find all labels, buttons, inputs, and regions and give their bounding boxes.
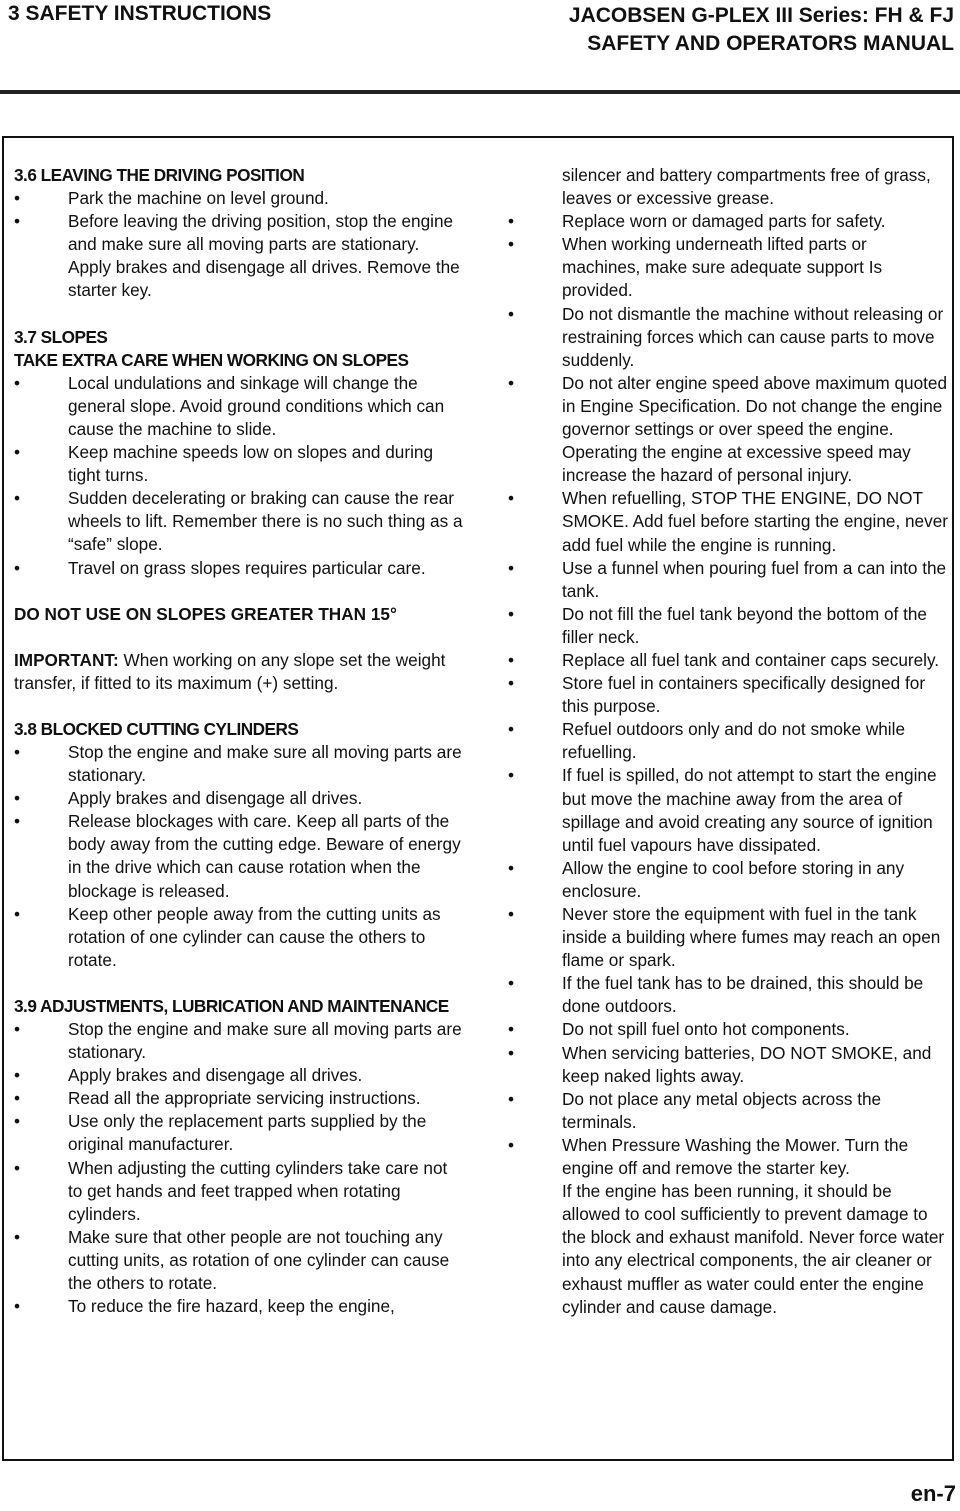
bullet: • (508, 719, 515, 740)
list-item: • If the fuel tank has to be drained, this should be done outdoors. (508, 973, 924, 1017)
pressure-washing-note: If the engine has been running, it should be allowed to cool sufficiently to prevent damage to the block and exhaust manifold. Never force water into any electrical components, the air cleaner or exhaust muffler as water could enter the engine cylinder and cause damage. (562, 1181, 945, 1317)
bullet: • (508, 211, 515, 232)
heading-3-7: 3.7 SLOPES (14, 326, 108, 347)
bullet: • (14, 1296, 21, 1317)
manual-title-line1: JACOBSEN G-PLEX III Series: FH & FJ (568, 4, 954, 27)
list-item: • Apply brakes and disengage all drives. (14, 1064, 464, 1087)
bullet: • (508, 765, 515, 786)
bullet: • (14, 741, 21, 762)
bullet: • (14, 488, 21, 509)
heading-3-8: 3.8 BLOCKED CUTTING CYLINDERS (14, 718, 299, 739)
bullet: • (14, 1226, 21, 1247)
list-item: • When working underneath lifted parts or machines, make sure adequate support Is provided. (508, 234, 883, 301)
header-rule (0, 90, 960, 94)
bullet: • (508, 234, 515, 255)
list-item: • Keep other people away from the cutting units as rotation of one cylinder can cause the others to rotate. (14, 903, 441, 970)
heading-3-6: 3.6 LEAVING THE DRIVING POSITION (14, 165, 305, 185)
list-item: • Keep machine speeds low on slopes and during tight turns. (14, 442, 433, 486)
list-item: • Stop the engine and make sure all moving parts are stationary. (14, 1019, 462, 1063)
subheading-slopes: TAKE EXTRA CARE WHEN WORKING ON SLOPES (14, 349, 409, 370)
list-item: • Park the machine on level ground. (14, 187, 464, 210)
continued-text: silencer and battery compartments free of grass, leaves or excessive grease. (562, 165, 931, 209)
list-item: • Do not dismantle the machine without releasing or restraining forces which can cause parts to move suddenly. (508, 303, 944, 370)
bullet: • (14, 1111, 21, 1132)
list-item: • If fuel is spilled, do not attempt to start the engine but move the machine away from the area of spillage and avoid creating any source of ignition until fuel vapours have dissipated. (508, 765, 937, 855)
left-column (14, 164, 464, 1318)
bullet: • (14, 903, 21, 924)
page-number: en-7 (910, 1481, 956, 1506)
bullet: • (508, 557, 515, 578)
bullet: • (14, 1019, 21, 1039)
bullet: • (14, 1088, 21, 1109)
list-item: • Before leaving the driving position, stop the engine and make sure all moving parts are stationary. Apply brakes and disengage all drives. Remove the starter key. (14, 211, 460, 301)
bullet: • (508, 303, 515, 324)
bullet: • (508, 1134, 515, 1155)
bullet: • (508, 603, 515, 624)
bullet: • (14, 1065, 21, 1086)
bullet: • (508, 973, 515, 994)
bullet: • (14, 557, 21, 578)
list-item: • Replace all fuel tank and container caps securely. (508, 649, 948, 672)
bullet: • (14, 811, 21, 832)
bullet: • (508, 649, 515, 670)
list-item: • Release blockages with care. Keep all parts of the body away from the cutting edge. Beware of energy in the drive which can cause rotation when the blockage is released. (14, 811, 461, 901)
list-item: • To reduce the fire hazard, keep the engine, (14, 1295, 464, 1318)
list-item: • Use only the replacement parts supplied by the original manufacturer. (14, 1111, 427, 1155)
bullet: • (508, 372, 515, 393)
list-item: • Never store the equipment with fuel in the tank inside a building where fumes may reach an open flame or spark. (508, 904, 941, 971)
list-item: • Refuel outdoors only and do not smoke while refuelling. (508, 719, 906, 763)
list-item: • Allow the engine to cool before storing in any enclosure. (508, 857, 905, 901)
list-item: • Apply brakes and disengage all drives. (14, 787, 464, 810)
important-label: IMPORTANT: (14, 649, 119, 670)
list-item: • Make sure that other people are not touching any cutting units, as rotation of one cylinder can cause the others to rotate. (14, 1226, 450, 1294)
section-title: 3 SAFETY INSTRUCTIONS (8, 2, 272, 25)
bullet: • (508, 673, 515, 694)
bullet: • (14, 442, 21, 463)
list-item: • Read all the appropriate servicing instructions. (14, 1087, 464, 1110)
list-item: • Use a funnel when pouring fuel from a can into the tank. (508, 557, 947, 601)
list-item: • Sudden decelerating or braking can cause the rear wheels to lift. Remember there is no such thing as a “safe” slope. (14, 488, 463, 555)
manual-title (454, 2, 954, 58)
bullet: • (508, 488, 515, 509)
list-item: • Stop the engine and make sure all moving parts are stationary. (14, 741, 462, 786)
list-item: • Travel on grass slopes requires particular care. (14, 557, 464, 580)
bullet: • (14, 372, 21, 393)
list-item: • Local undulations and sinkage will change the general slope. Avoid ground conditions which can cause the machine to slide. (14, 372, 445, 439)
bullet: • (14, 211, 21, 232)
list-item: • When adjusting the cutting cylinders take care not to get hands and feet trapped when rotating cylinders. (14, 1157, 448, 1224)
important-note: IMPORTANT: When working on any slope set the weight transfer, if fitted to its maximum (+) setting. (14, 649, 446, 693)
heading-3-9: 3.9 ADJUSTMENTS, LUBRICATION AND MAINTENANCE (14, 995, 449, 1016)
bullet: • (508, 857, 515, 878)
bullet: • (14, 788, 21, 809)
list-item: • Replace worn or damaged parts for safety. (508, 210, 948, 233)
list-item: • Do not place any metal objects across the terminals. (508, 1088, 882, 1132)
bullet: • (508, 1042, 515, 1063)
list-item: • When refuelling, STOP THE ENGINE, DO NOT SMOKE. Add fuel before starting the engine, never add fuel while the engine is running. (508, 488, 948, 555)
bullet: • (508, 1019, 515, 1040)
list-item: • Do not spill fuel onto hot components. (508, 1018, 948, 1041)
bullet: • (508, 1088, 515, 1109)
bullet: • (14, 1157, 21, 1178)
right-column (508, 164, 948, 1319)
list-item: • When Pressure Washing the Mower. Turn the engine off and remove the starter key. (508, 1134, 909, 1179)
list-item: • Store fuel in containers specifically designed for this purpose. (508, 673, 926, 717)
list-item: • Do not alter engine speed above maximum quoted in Engine Specification. Do not change the engine governor settings or over speed the engine. Operating the engine at excessive speed may increase the hazard of personal injury. (508, 372, 948, 486)
slope-warning: DO NOT USE ON SLOPES GREATER THAN 15° (14, 603, 397, 624)
bullet: • (14, 188, 21, 209)
manual-title-line2: SAFETY AND OPERATORS MANUAL (587, 32, 954, 55)
bullet: • (508, 904, 515, 924)
list-item: • When servicing batteries, DO NOT SMOKE, and keep naked lights away. (508, 1042, 932, 1086)
list-item: • Do not fill the fuel tank beyond the bottom of the filler neck. (508, 603, 927, 647)
